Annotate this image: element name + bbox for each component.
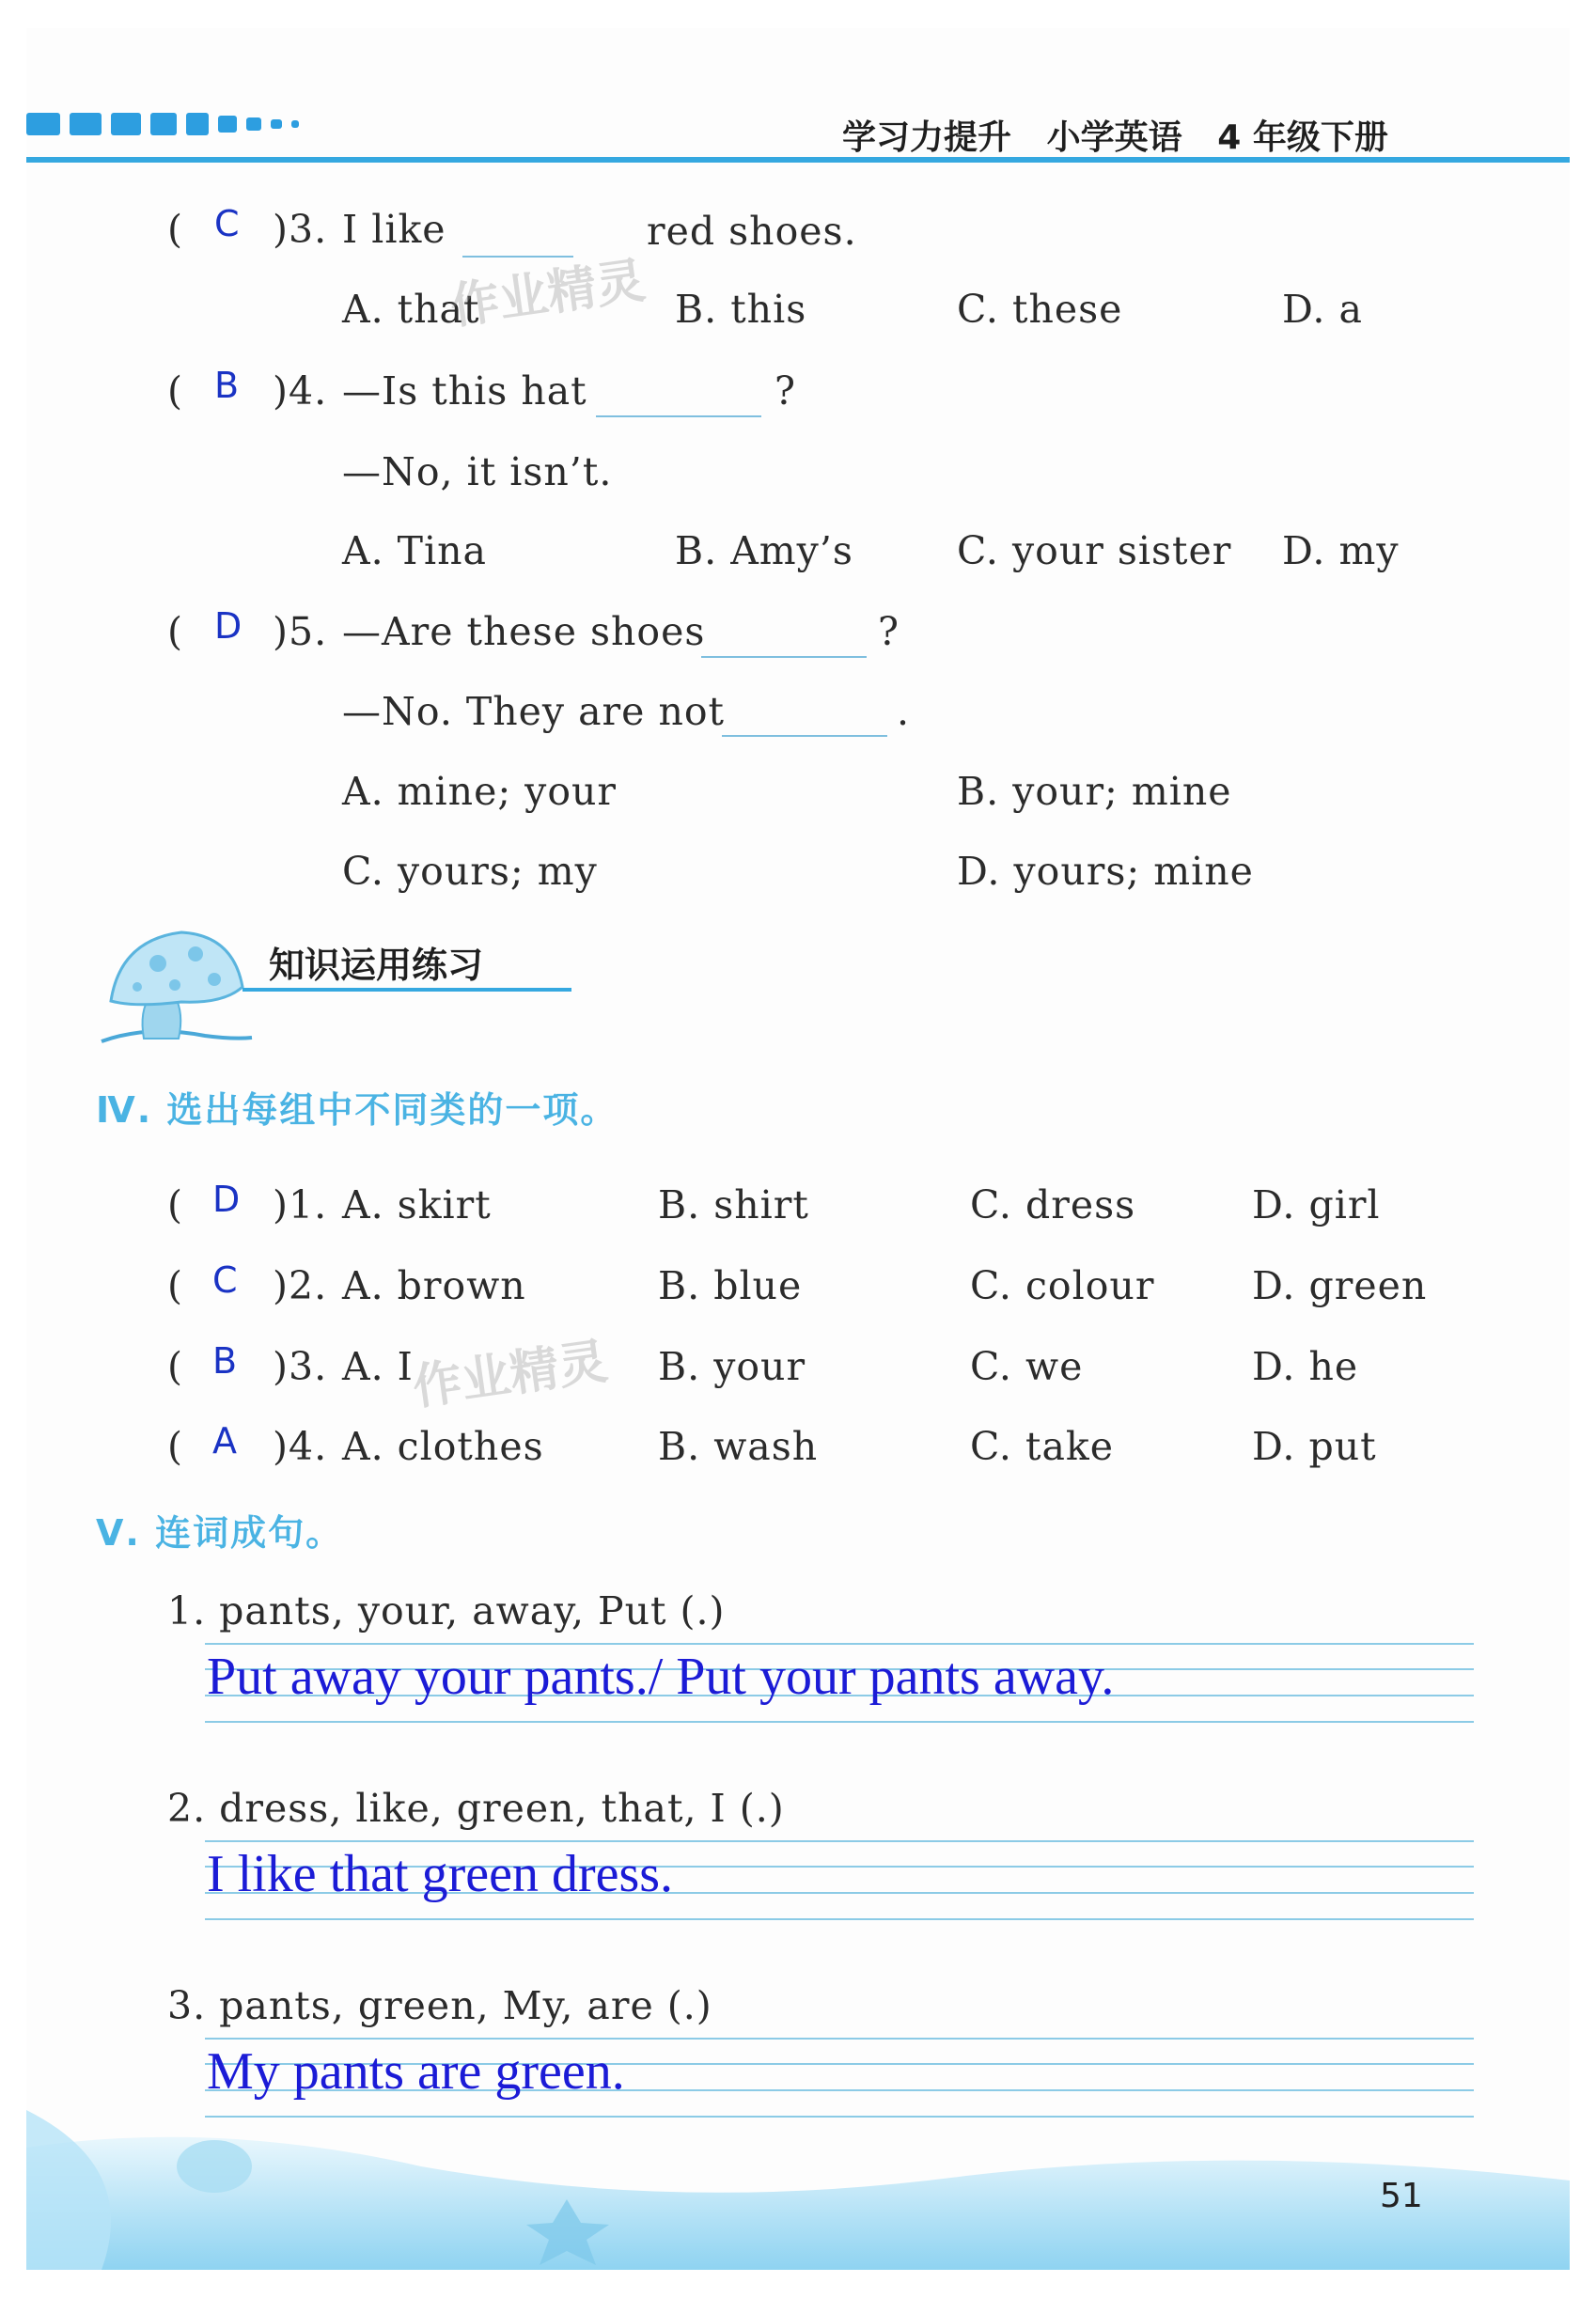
section-banner-underline <box>243 988 571 992</box>
section-banner-title: 知识运用练习 <box>269 945 484 986</box>
answer-blank <box>701 656 867 658</box>
header-rule <box>26 157 1570 163</box>
answer-letter: B <box>212 1340 238 1382</box>
answer-letter: C <box>214 203 240 244</box>
section5-title: Ⅴ. 连词成句。 <box>96 1512 344 1554</box>
answer-letter: A <box>212 1420 237 1462</box>
sentence-prompt: 1. pants, your, away, Put (.) <box>167 1588 726 1634</box>
watermark: 作业精灵 <box>409 1333 611 1417</box>
answer-letter: B <box>214 365 240 406</box>
sentence-prompt: 3. pants, green, My, are (.) <box>167 1983 712 2028</box>
watermark: 作业精灵 <box>446 252 649 336</box>
page-number: 51 <box>1380 2177 1423 2215</box>
answer-letter: D <box>214 605 243 647</box>
answer-blank <box>596 415 761 417</box>
answer-letter: D <box>212 1179 241 1220</box>
handwritten-answer: Put away your pants./ Put your pants away. <box>207 1648 1115 1706</box>
answer-letter: C <box>212 1259 238 1301</box>
section4-title: Ⅳ. 选出每组中不同类的一项。 <box>96 1089 618 1131</box>
answer-blank <box>722 735 887 737</box>
mushroom-icon <box>92 921 261 1053</box>
workbook-page: 学习力提升 小学英语 4 年级下册 ( C )3. I like red shoes. A. that B. this C. these D. a 作业精灵 ( B )4. —Is this hat ? —No, it isn’t. A. Tina B. Amy’s C. your sister D. my ( D )5. —Are these shoes ? —No. They are not . A. mine; your B. your; mine C. yours; my D. yours; mine 知识运用练习 Ⅳ. 选出每组中不同类的一项。 ( D )1. A. skirt B. shirt C. dress D. girl ( C )2. A. brown B. blue C. colour D. green ( B )3. A. I B. your C. we D. he 作业精灵 ( A )4. A. clothes B. wash C. take D. put Ⅴ. 连词成句。 1. pants, your, away, Put (.) Put away your pants./ Put your pants away. 2. dress, like, green, that, I (.) I like that green dress. 3. pants, green, My, are (.) My pants are green. 51 <box>26 28 1570 2270</box>
handwritten-answer: I like that green dress. <box>207 1845 674 1903</box>
header-title: 学习力提升 小学英语 4 年级下册 <box>842 118 1388 157</box>
handwritten-answer: My pants are green. <box>207 2042 625 2101</box>
ocean-decoration <box>26 2110 1570 2270</box>
sentence-prompt: 2. dress, like, green, that, I (.) <box>167 1786 785 1831</box>
